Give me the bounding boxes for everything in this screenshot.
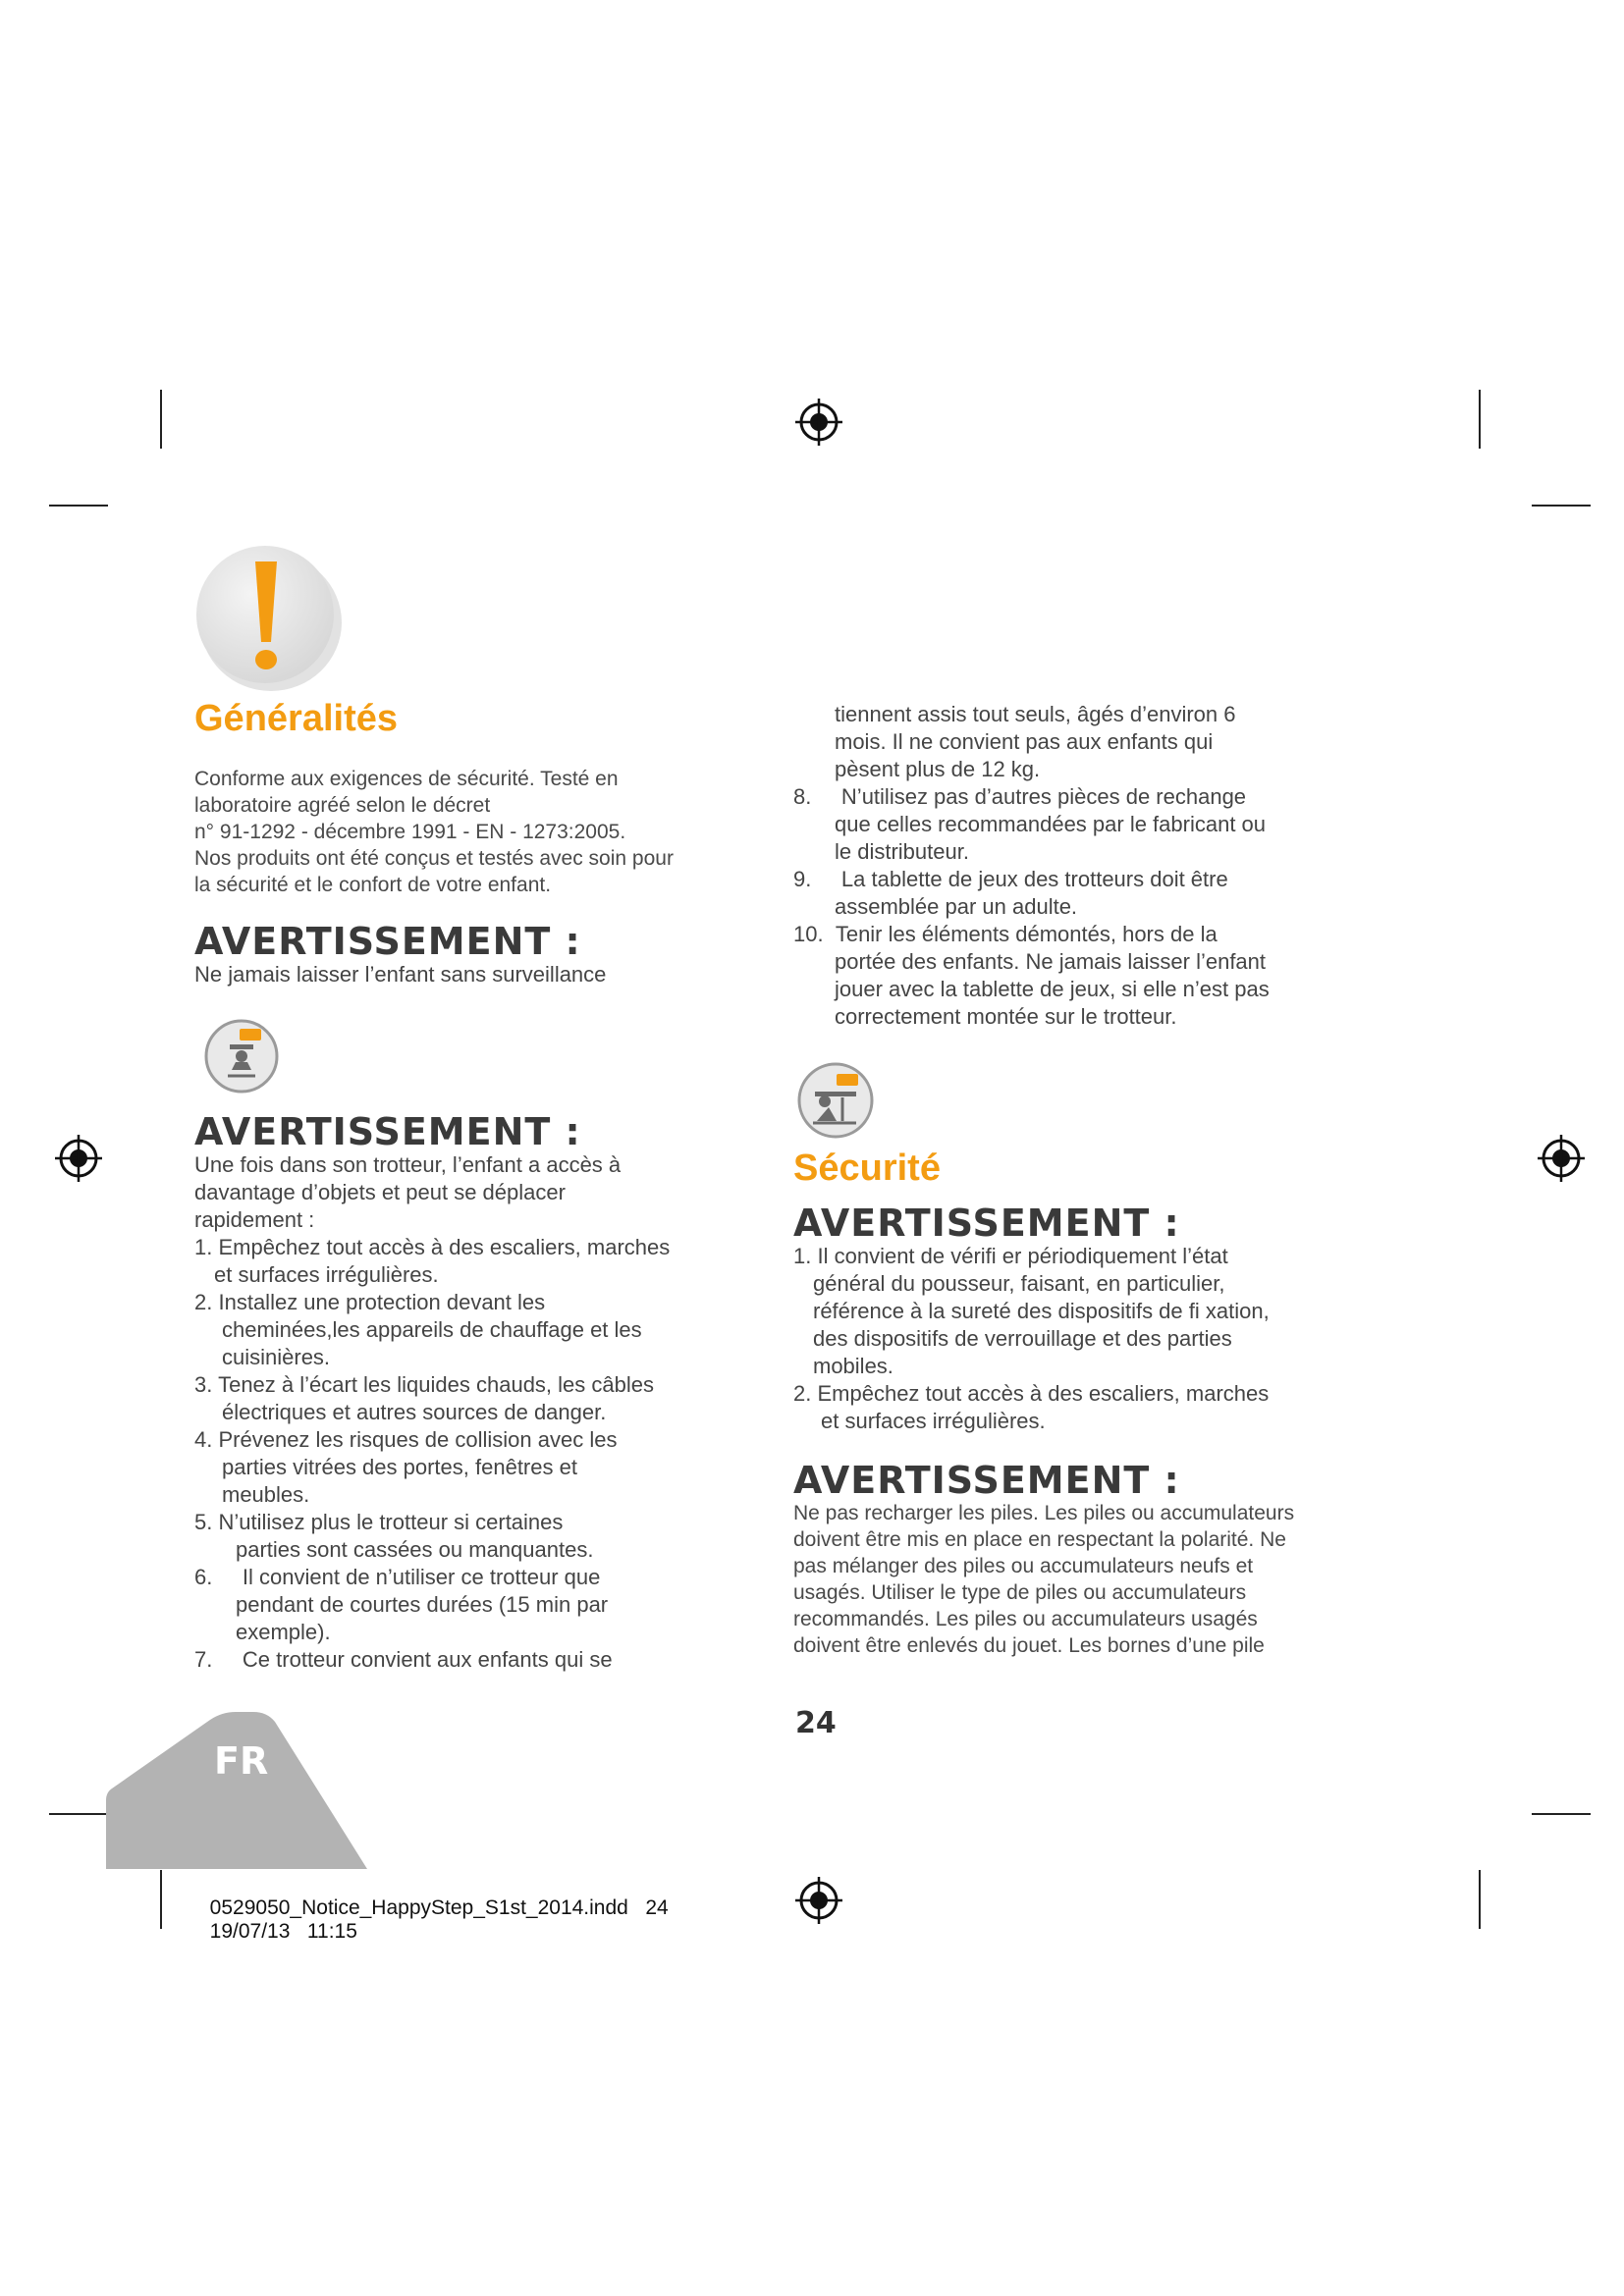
list-line: Empêchez tout accès à des escaliers, marches bbox=[817, 1381, 1270, 1406]
list-line: parties sont cassées ou manquantes. bbox=[236, 1537, 594, 1562]
list-number: 6. bbox=[194, 1565, 213, 1589]
list-line: Tenez à l’écart les liquides chauds, les câbles bbox=[218, 1372, 654, 1397]
list-item bbox=[194, 1564, 764, 1646]
crop-mark-top-right bbox=[1479, 390, 1481, 449]
list-line: et surfaces irrégulières. bbox=[214, 1262, 439, 1287]
warning-intro-line: davantage d’objets et peut se déplacer bbox=[194, 1180, 566, 1204]
section-title-generalites: Généralités bbox=[194, 698, 398, 739]
warning-heading-4: AVERTISSEMENT : bbox=[793, 1459, 1180, 1502]
intro-line: Nos produits ont été conçus et testés avec soin pour bbox=[194, 847, 674, 870]
left-column bbox=[194, 697, 764, 1674]
paragraph-line: Ne pas recharger les piles. Les piles ou accumulateurs bbox=[793, 1502, 1295, 1524]
list-item bbox=[793, 921, 1382, 1031]
list-line: pèsent plus de 12 kg. bbox=[835, 757, 1041, 781]
intro-line: Conforme aux exigences de sécurité. Testé en bbox=[194, 768, 619, 790]
list-line: parties vitrées des portes, fenêtres et bbox=[222, 1455, 577, 1479]
list-line: portée des enfants. Ne jamais laisser l’enfant bbox=[835, 949, 1267, 974]
registration-mark-right-icon bbox=[1538, 1135, 1585, 1182]
crop-mark-bottom-right bbox=[1479, 1870, 1481, 1929]
list-item bbox=[793, 783, 1382, 866]
language-tab-shape bbox=[106, 1710, 367, 1869]
crop-mark-left-bottom bbox=[49, 1813, 108, 1815]
list-line: des dispositifs de verrouillage et des parties bbox=[813, 1326, 1232, 1351]
list-line: tiennent assis tout seuls, âgés d’environ 6 bbox=[835, 702, 1236, 726]
intro-line: n° 91-1292 - décembre 1991 - EN - 1273:2005. bbox=[194, 821, 626, 843]
list-line: assemblée par un adulte. bbox=[835, 894, 1078, 919]
paragraph-line: recommandés. Les piles ou accumulateurs usagés bbox=[793, 1608, 1258, 1630]
list-number: 10. bbox=[793, 922, 824, 946]
list-number: 9. bbox=[793, 867, 812, 891]
warning-intro-2 bbox=[194, 1151, 764, 1234]
crop-mark-left-top bbox=[49, 505, 108, 507]
list-item bbox=[194, 1234, 764, 1289]
list-line: La tablette de jeux des trotteurs doit être bbox=[840, 867, 1228, 891]
list-line: exemple). bbox=[236, 1620, 331, 1644]
list-line: cuisinières. bbox=[222, 1345, 331, 1369]
list-item bbox=[793, 1380, 1382, 1435]
list-line: Il convient de vérifi er périodiquement l’état bbox=[817, 1244, 1228, 1268]
list-item bbox=[194, 1509, 764, 1564]
list-line: général du pousseur, faisant, en particulier, bbox=[813, 1271, 1225, 1296]
crop-mark-right-bottom bbox=[1532, 1813, 1591, 1815]
battery-warning-paragraph bbox=[793, 1500, 1382, 1659]
section-title-securite: Sécurité bbox=[793, 1148, 941, 1189]
list-number: 8. bbox=[793, 784, 812, 809]
paragraph-line: pas mélanger des piles ou accumulateurs neufs et bbox=[793, 1555, 1254, 1577]
list-number: 5. bbox=[194, 1510, 213, 1534]
list-number: 7. bbox=[194, 1647, 213, 1672]
list-number: 2. bbox=[793, 1381, 812, 1406]
intro-line: la sécurité et le confort de votre enfant. bbox=[194, 874, 552, 896]
crop-mark-right-top bbox=[1532, 505, 1591, 507]
registration-mark-bottom-icon bbox=[795, 1877, 842, 1924]
list-line: mobiles. bbox=[813, 1354, 893, 1378]
crop-mark-top-left bbox=[160, 390, 162, 449]
paragraph-line: doivent être mis en place en respectant la polarité. Ne bbox=[793, 1528, 1286, 1551]
registration-mark-left-icon bbox=[55, 1135, 102, 1182]
warning-heading-1: AVERTISSEMENT : bbox=[194, 920, 581, 963]
page-number: 24 bbox=[795, 1706, 837, 1740]
list-number: 1. bbox=[194, 1235, 213, 1259]
list-line: le distributeur. bbox=[835, 839, 969, 864]
list-line: Installez une protection devant les bbox=[218, 1290, 546, 1314]
list-item bbox=[194, 1371, 764, 1426]
list-line: N’utilisez pas d’autres pièces de rechange bbox=[840, 784, 1247, 809]
language-tab-label: FR bbox=[214, 1739, 269, 1783]
list-line: Empêchez tout accès à des escaliers, marches bbox=[218, 1235, 671, 1259]
list-line: cheminées,les appareils de chauffage et les bbox=[222, 1317, 642, 1342]
list-item bbox=[194, 1646, 764, 1674]
list-item bbox=[194, 1426, 764, 1509]
footer-date: 19/07/13 11:15 bbox=[209, 1920, 357, 1943]
list-line: correctement montée sur le trotteur. bbox=[835, 1004, 1177, 1029]
warning-heading-3: AVERTISSEMENT : bbox=[793, 1201, 1180, 1245]
exclamation-warning-icon bbox=[189, 538, 346, 695]
list-line: N’utilisez plus le trotteur si certaines bbox=[218, 1510, 564, 1534]
list-line: Il convient de n’utiliser ce trotteur que bbox=[242, 1565, 601, 1589]
list-number: 2. bbox=[194, 1290, 213, 1314]
intro-line: laboratoire agréé selon le décret bbox=[194, 794, 491, 817]
list-item bbox=[793, 866, 1382, 921]
intro-paragraph bbox=[194, 766, 764, 898]
list-line: Tenir les éléments démontés, hors de la bbox=[835, 922, 1218, 946]
registration-mark-top-icon bbox=[795, 399, 842, 446]
footer-slug bbox=[198, 1873, 669, 1944]
list-line: référence à la sureté des dispositifs de fi xation, bbox=[813, 1299, 1270, 1323]
crop-mark-bottom-left bbox=[160, 1870, 162, 1929]
list-line: mois. Il ne convient pas aux enfants qui bbox=[835, 729, 1214, 754]
paragraph-line: doivent être enlevés du jouet. Les bornes d’une pile bbox=[793, 1634, 1265, 1657]
list-line: Ce trotteur convient aux enfants qui se bbox=[242, 1647, 613, 1672]
continued-item-7 bbox=[793, 701, 1382, 783]
list-number: 4. bbox=[194, 1427, 213, 1452]
list-line: que celles recommandées par le fabricant ou bbox=[835, 812, 1267, 836]
warning-list-right bbox=[793, 1243, 1382, 1435]
list-item bbox=[194, 1289, 764, 1371]
footer-filename: 0529050_Notice_HappyStep_S1st_2014.indd 24 bbox=[209, 1896, 669, 1919]
list-line: électriques et autres sources de danger. bbox=[222, 1400, 607, 1424]
list-line: Prévenez les risques de collision avec les bbox=[218, 1427, 618, 1452]
warning-heading-2: AVERTISSEMENT : bbox=[194, 1110, 581, 1153]
list-line: meubles. bbox=[222, 1482, 310, 1507]
warning-list-left bbox=[194, 1234, 764, 1674]
warning-intro-line: Une fois dans son trotteur, l’enfant a accès à bbox=[194, 1152, 622, 1177]
warning-text-1: Ne jamais laisser l’enfant sans surveillance bbox=[194, 962, 607, 987]
list-line: jouer avec la tablette de jeux, si elle n’est pas bbox=[835, 977, 1270, 1001]
list-number: 3. bbox=[194, 1372, 213, 1397]
list-line: pendant de courtes durées (15 min par bbox=[236, 1592, 609, 1617]
list-line: et surfaces irrégulières. bbox=[821, 1409, 1046, 1433]
list-item bbox=[793, 1243, 1382, 1380]
list-number: 1. bbox=[793, 1244, 812, 1268]
right-column bbox=[793, 701, 1382, 1659]
warning-intro-line: rapidement : bbox=[194, 1207, 315, 1232]
paragraph-line: usagés. Utiliser le type de piles ou accumulateurs bbox=[793, 1581, 1247, 1604]
